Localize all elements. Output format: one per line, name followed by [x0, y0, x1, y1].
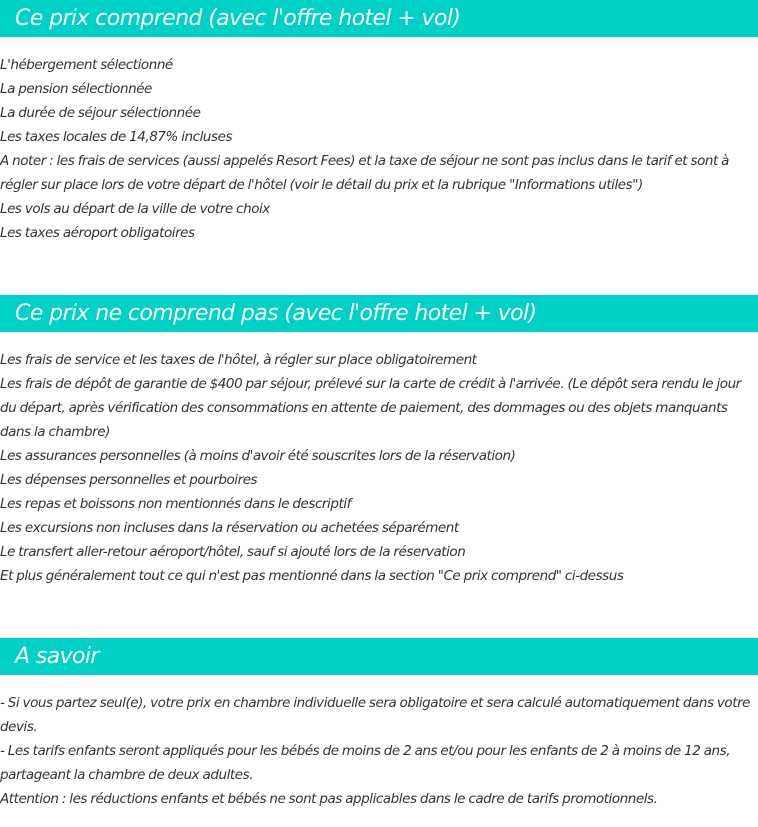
list-item: Les dépenses personnelles et pourboires — [0, 472, 258, 488]
section-title: Ce prix ne comprend pas (avec l'offre hotel + vol) — [15, 301, 537, 326]
list-item: - Si vous partez seul(e), votre prix en chambre individuelle sera obligatoire et sera calculé automatiquement dans votre devis. — [0, 695, 751, 735]
section-header — [0, 0, 758, 37]
list-item: Les repas et boissons non mentionnés dans le descriptif — [0, 496, 351, 512]
section-good-to-know — [0, 638, 758, 811]
section-price-excludes — [0, 295, 758, 588]
list-item: Et plus généralement tout ce qui n'est pas mentionné dans la section "Ce prix comprend" ci-dessus — [0, 568, 624, 584]
section-price-includes — [0, 0, 758, 245]
section-header — [0, 295, 758, 332]
list-item: A noter : les frais de services (aussi appelés Resort Fees) et la taxe de séjour ne sont pas inclus dans le tarif et sont à régler sur place lors de votre départ de l'hôtel (voir le détail du prix et la rubrique "Informations utiles") — [0, 153, 729, 193]
list-item: La pension sélectionnée — [0, 81, 152, 97]
list-item: La durée de séjour sélectionnée — [0, 105, 201, 121]
list-item: Les taxes aéroport obligatoires — [0, 225, 195, 241]
list-item: Les frais de service et les taxes de l'hôtel, à régler sur place obligatoirement — [0, 352, 477, 368]
list-item: Attention : les réductions enfants et bébés ne sont pas applicables dans le cadre de tarifs promotionnels. — [0, 791, 658, 807]
included-items-list — [0, 53, 758, 245]
section-title: Ce prix comprend (avec l'offre hotel + vol) — [15, 6, 461, 31]
list-item: L'hébergement sélectionné — [0, 57, 173, 73]
list-item: - Les tarifs enfants seront appliqués pour les bébés de moins de 2 ans et/ou pour les enfants de 2 à moins de 12 ans, partageant la chambre de deux adultes. — [0, 743, 731, 783]
excluded-items-list — [0, 348, 758, 588]
list-item: Les frais de dépôt de garantie de $400 par séjour, prélevé sur la carte de crédit à l'arrivée. (Le dépôt sera rendu le jour du départ, après vérification des consommations en attente de paiement, des dommages ou des objets manquants dans la chambre) — [0, 376, 741, 440]
list-item: Les vols au départ de la ville de votre choix — [0, 201, 270, 217]
section-title: A savoir — [15, 644, 99, 669]
list-item: Les taxes locales de 14,87% incluses — [0, 129, 233, 145]
info-list — [0, 691, 758, 811]
list-item: Les assurances personnelles (à moins d'avoir été souscrites lors de la réservation) — [0, 448, 516, 464]
section-header — [0, 638, 758, 675]
list-item: Le transfert aller-retour aéroport/hôtel, sauf si ajouté lors de la réservation — [0, 544, 466, 560]
list-item: Les excursions non incluses dans la réservation ou achetées séparément — [0, 520, 459, 536]
